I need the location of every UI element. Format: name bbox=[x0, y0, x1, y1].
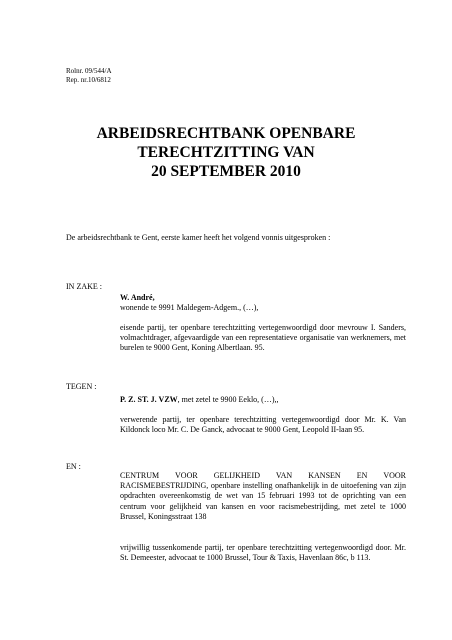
intro-sentence: De arbeidsrechtbank te Gent, eerste kamer heeft het volgend vonnis uitgesproken : bbox=[66, 233, 331, 242]
rolnr: Rolnr. 09/544/A bbox=[66, 67, 112, 75]
defendant-name: P. Z. ST. J. VZW bbox=[120, 395, 178, 404]
repnr: Rep. nr.10/6812 bbox=[66, 76, 111, 84]
plaintiff-name: W. André, bbox=[120, 293, 155, 302]
intervening-party: CENTRUM VOOR GELIJKHEID VAN KANSEN EN VOOR RACISMEBESTRIJDING, openbare instelling onafhankelijk in de uitoefening van zijn opdrachten overeenkomstig de wet van 15 februari 1993 tot de oprichting van een centrum voor gelijkheid van kansen en voor racismebestrijding, met zetel te 1000 Brussel, Koningsstraat 138 bbox=[120, 471, 406, 521]
en-label: EN : bbox=[66, 462, 81, 471]
plaintiff-address: wonende te 9991 Maldegem-Adgem., (…), bbox=[120, 303, 259, 312]
tegen-label: TEGEN : bbox=[66, 382, 97, 391]
in-zake-label: IN ZAKE : bbox=[66, 282, 102, 291]
title-line-1: ARBEIDSRECHTBANK OPENBARE bbox=[96, 125, 356, 142]
plaintiff-description: eisende partij, ter openbare terechtzitting vertegenwoordigd door mevrouw I. Sanders, volmachtdrager, afgevaardigde van een representatieve organisatie van werknemers, met burelen te 9000 Gent, Koning Albertlaan. 95. bbox=[120, 323, 406, 353]
intervening-description: vrijwillig tussenkomende partij, ter openbare terechtzitting vertegenwoordigd door. Mr. St. Demeester, advocaat te 1000 Brussel, Tour & Taxis, Havenlaan 86c, b 113. bbox=[120, 543, 406, 563]
defendant-line bbox=[120, 395, 406, 405]
defendant-address: , met zetel te 9900 Eeklo, (…),, bbox=[177, 395, 279, 404]
defendant-description: verwerende partij, ter openbare terechtzitting vertegenwoordigd door Mr. K. Van Kildonck loco Mr. C. De Ganck, advocaat te 9000 Gent, Leopold II-laan 95. bbox=[120, 415, 406, 435]
document-title bbox=[40, 124, 412, 181]
title-line-3: 20 SEPTEMBER 2010 bbox=[151, 163, 301, 180]
title-line-2: TERECHTZITTING VAN bbox=[137, 144, 315, 161]
